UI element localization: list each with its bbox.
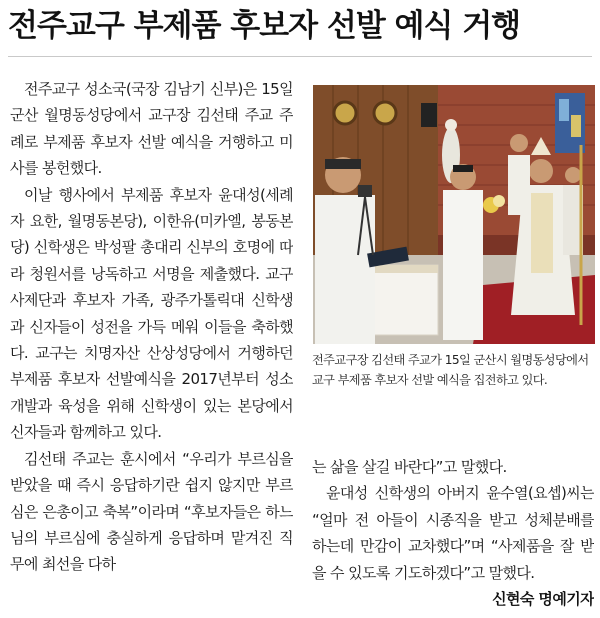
byline-row: [312, 586, 594, 612]
body-paragraph: 김선태 주교는 훈시에서 “우리가 부르심을 받았을 때 즉시 응답하기란 쉽지 않지만 부르심은 은총이고 축복”이라며 “후보자들은 하느님의 부르심에 충실하게 응답하며 맡겨진 직무에 최선을 다하: [10, 449, 293, 574]
body-paragraph: 전주교구 성소국(국장 김남기 신부)은 15일 군산 월명동성당에서 교구장 김선태 주교 주례로 부제품 후보자 선발 예식을 거행하고 미사를 봉헌했다.: [10, 80, 293, 178]
ceremony-photo: [313, 85, 595, 344]
article-body-left: [10, 76, 293, 611]
body-paragraph: 윤대성 신학생의 아버지 윤수열(요셉)씨는 “얼마 전 아들이 시종직을 받고 성체분배를 하는데 만감이 교차했다”며 “사제품을 잘 받을 수 있도록 기도하겠다”고 말했다.: [312, 484, 594, 582]
article-body-right: [312, 454, 594, 614]
headline: 전주교구 부제품 후보자 선발 예식 거행: [8, 8, 521, 44]
body-paragraph: 이날 행사에서 부제품 후보자 윤대성(세례자 요한, 월명동본당), 이한유(미카엘, 봉동본당) 신학생은 박성팔 총대리 신부의 호명에 따라 청원서를 낭독하고 서명을 제출했다. 교구 사제단과 후보자 가족, 광주가톨릭대 신학생과 신자들이 성전을 가득 메워 이들을 축하했다. 교구는 치명자산 산상성당에서 거행하던 부제품 후보자 선발예식을 2017년부터 성소 개발과 육성을 위해 신학생이 있는 본당에서 신자들과 함께하고 있다.: [10, 185, 293, 442]
photo-caption: 전주교구장 김선태 주교가 15일 군산시 월명동성당에서 교구 부제품 후보자 선발 예식을 집전하고 있다.: [312, 353, 589, 387]
body-paragraph-continued: 는 삶을 살길 바란다”고 말했다.: [312, 458, 507, 476]
byline: 신현숙 명예기자: [492, 590, 594, 609]
headline-rule: [8, 56, 592, 57]
